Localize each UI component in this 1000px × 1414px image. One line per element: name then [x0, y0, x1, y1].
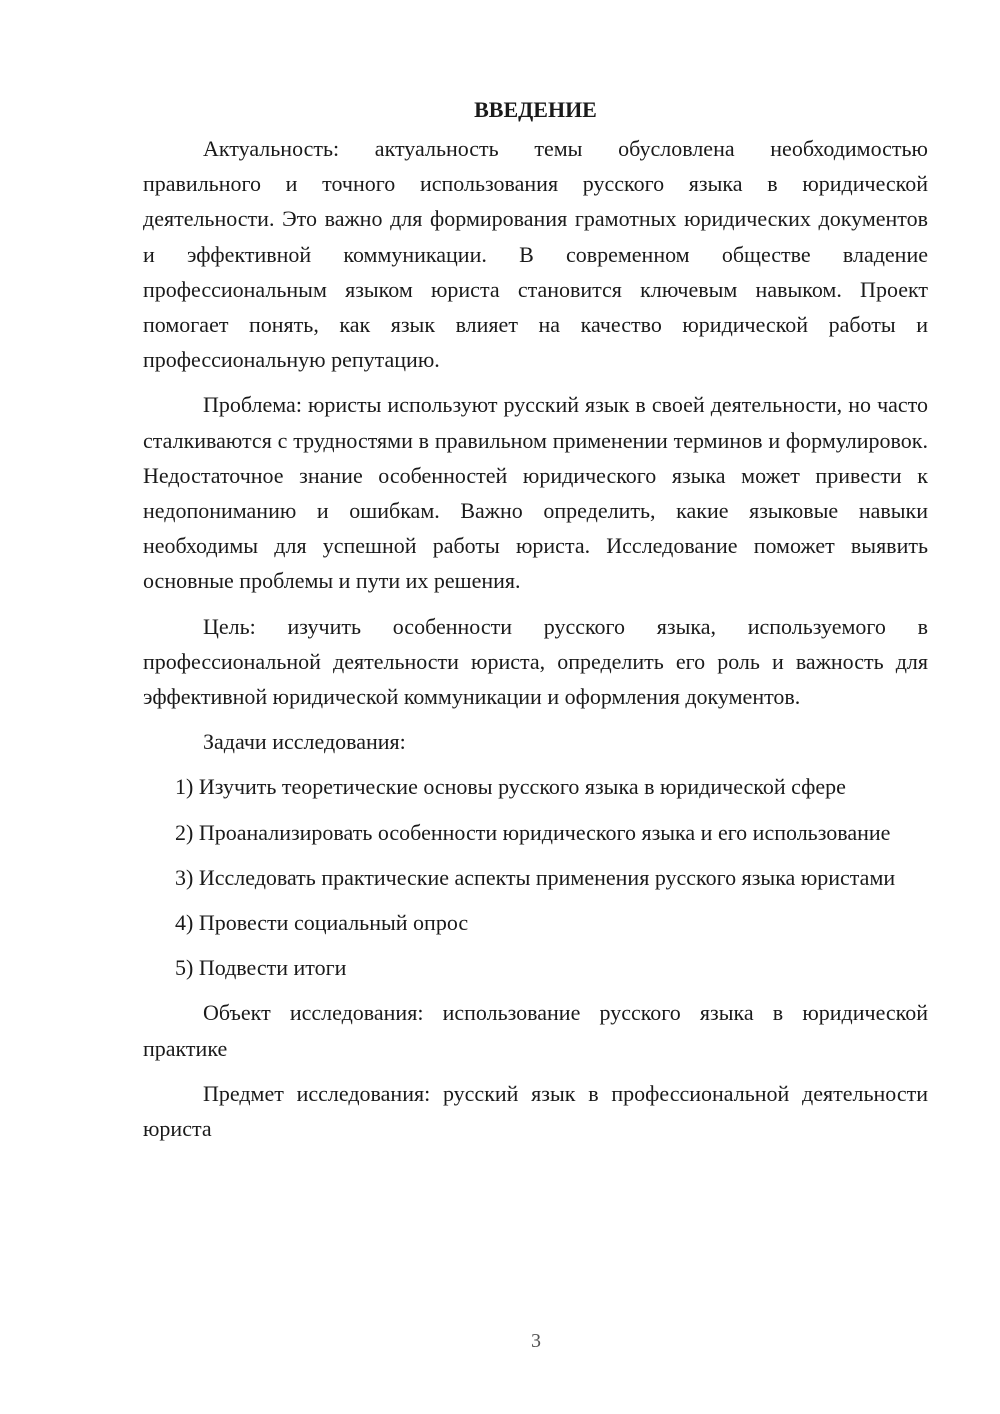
task-item: 4) Провести социальный опрос [175, 910, 469, 936]
task-item: 5) Подвести итоги [175, 955, 347, 981]
object-paragraph: Объект исследования: использование русского языка в юридической практике [143, 1000, 928, 1061]
task-item: 2) Проанализировать особенности юридического языка и его использование [175, 819, 891, 845]
goal-paragraph: Цель: изучить особенности русского языка, используемого в профессиональной деятельности юриста, определить его роль и важность для эффективной юридической коммуникации и оформления документов. [143, 613, 928, 710]
task-item: 3) Исследовать практические аспекты применения русского языка юристами [175, 864, 896, 890]
document-page [143, 92, 928, 1156]
task-item: 1) Изучить теоретические основы русского языка в юридической сфере [175, 774, 846, 800]
problem-paragraph: Проблема: юристы используют русский язык в своей деятельности, но часто сталкиваются с трудностями в правильном применении терминов и формулировок. Недостаточное знание особенностей юридического языка может привести к недопониманию и ошибкам. Важно определить, какие языковые навыки необходимы для успешной работы юриста. Исследование поможет выявить основные проблемы и пути их решения. [143, 392, 928, 594]
tasks-heading: Задачи исследования: [203, 729, 406, 755]
relevance-paragraph: Актуальность: актуальность темы обусловлена необходимостью правильного и точного использования русского языка в юридической деятельности. Это важно для формирования грамотных юридических документов и эффективной коммуникации. В современном обществе владение профессиональным языком юриста становится ключевым навыком. Проект помогает понять, как язык влияет на качество юридической работы и профессиональную репутацию. [143, 136, 928, 373]
subject-paragraph: Предмет исследования: русский язык в профессиональной деятельности юриста [143, 1080, 928, 1142]
page-title: ВВЕДЕНИЕ [474, 97, 597, 122]
page-number: 3 [531, 1330, 541, 1352]
